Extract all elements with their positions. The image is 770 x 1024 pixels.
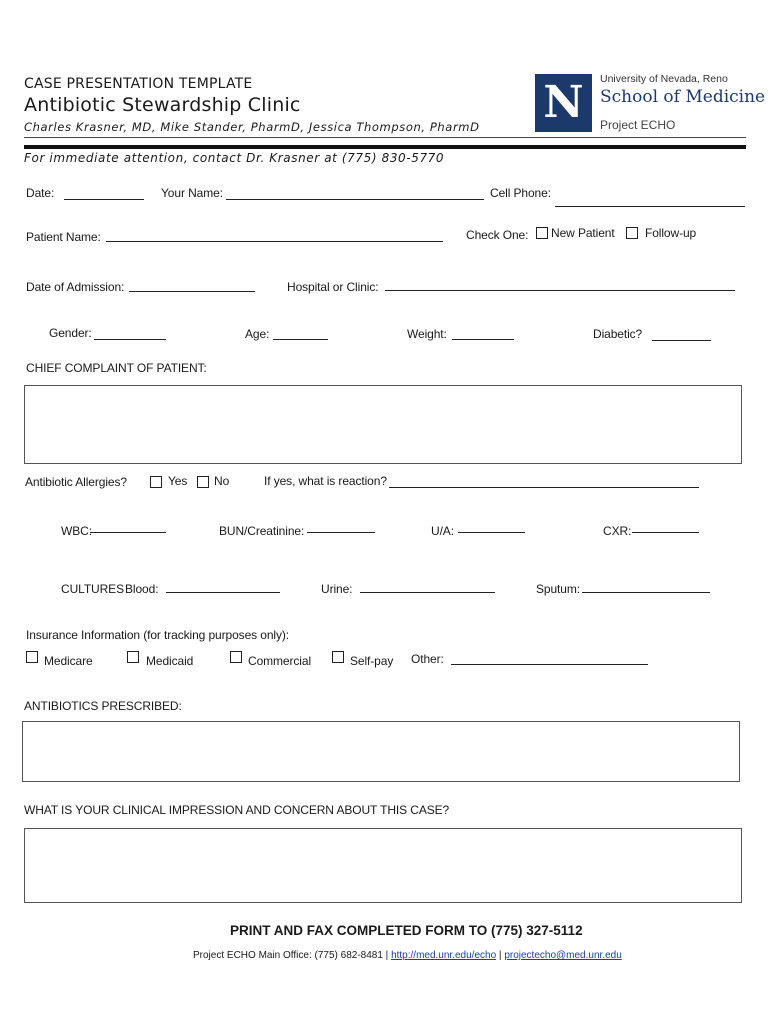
follow-up-label: Follow-up (645, 226, 697, 240)
gender-field[interactable] (94, 339, 166, 340)
commercial-label: Commercial (248, 654, 312, 668)
allergies-label: Antibiotic Allergies? (25, 475, 127, 489)
contact-line: For immediate attention, contact Dr. Krasner at (775) 830-5770 (24, 151, 445, 165)
weight-label: Weight: (407, 327, 447, 341)
office-phone: Project ECHO Main Office: (775) 682-8481 | (193, 950, 389, 961)
medicare-checkbox[interactable] (26, 651, 38, 663)
sputum-label: Sputum: (536, 582, 580, 596)
program-name: Project ECHO (600, 118, 676, 132)
other-label: Other: (411, 652, 444, 666)
your-name-label: Your Name: (161, 186, 223, 200)
impression-label: WHAT IS YOUR CLINICAL IMPRESSION AND CONCERN ABOUT THIS CASE? (24, 803, 450, 817)
cell-phone-label: Cell Phone: (490, 186, 551, 200)
n-logo-icon: N (543, 77, 584, 128)
chief-complaint-box[interactable] (24, 385, 742, 464)
ua-field[interactable] (458, 532, 525, 533)
medicare-label: Medicare (44, 654, 93, 668)
wbc-field[interactable] (90, 532, 166, 533)
chief-complaint-label: CHIEF COMPLAINT OF PATIENT: (26, 361, 207, 375)
date-label: Date: (26, 186, 55, 200)
medicaid-label: Medicaid (146, 654, 194, 668)
cultures-label: CULTURES (61, 582, 124, 596)
other-field[interactable] (451, 664, 648, 665)
insurance-label: Insurance Information (for tracking purposes only): (26, 628, 290, 642)
age-label: Age: (245, 327, 270, 341)
bun-field[interactable] (307, 532, 375, 533)
reaction-label: If yes, what is reaction? (264, 474, 387, 488)
school-name: School of Medicine (600, 87, 766, 107)
urine-field[interactable] (360, 592, 495, 593)
medicaid-checkbox[interactable] (127, 651, 139, 663)
weight-field[interactable] (452, 339, 514, 340)
cxr-label: CXR: (603, 524, 632, 538)
antibiotics-box[interactable] (22, 721, 740, 782)
impression-box[interactable] (24, 828, 742, 903)
admission-date-label: Date of Admission: (26, 280, 125, 294)
cxr-field[interactable] (632, 532, 699, 533)
wbc-label: WBC: (61, 524, 92, 538)
header-divider (24, 145, 746, 149)
unr-logo (535, 74, 592, 132)
new-patient-checkbox[interactable] (536, 227, 548, 239)
new-patient-label: New Patient (551, 226, 615, 240)
bun-label: BUN/Creatinine: (219, 524, 305, 538)
hospital-label: Hospital or Clinic: (287, 280, 379, 294)
echo-link[interactable]: http://med.unr.edu/echo (391, 950, 497, 961)
date-field[interactable] (64, 199, 144, 200)
allergy-yes-checkbox[interactable] (150, 476, 162, 488)
reaction-field[interactable] (389, 487, 699, 488)
university-name: University of Nevada, Reno (600, 73, 728, 85)
diabetic-field[interactable] (652, 340, 711, 341)
email-link[interactable]: projectecho@med.unr.edu (504, 950, 622, 961)
blood-label: Blood: (125, 582, 159, 596)
urine-label: Urine: (321, 582, 353, 596)
check-one-label: Check One: (466, 228, 529, 242)
authors: Charles Krasner, MD, Mike Stander, PharmD, Jessica Thompson, PharmD (24, 120, 480, 134)
follow-up-checkbox[interactable] (626, 227, 638, 239)
allergy-yes-label: Yes (168, 474, 188, 488)
form-title: Antibiotic Stewardship Clinic (24, 94, 301, 116)
cell-phone-field[interactable] (555, 206, 745, 207)
fax-instructions: PRINT AND FAX COMPLETED FORM TO (775) 327-5112 (230, 923, 583, 938)
admission-date-field[interactable] (129, 291, 255, 292)
hospital-field[interactable] (385, 290, 735, 291)
antibiotics-label: ANTIBIOTICS PRESCRIBED: (24, 699, 182, 713)
ua-label: U/A: (431, 524, 454, 538)
footer-separator: | (498, 950, 502, 961)
office-contact (193, 950, 622, 961)
patient-name-label: Patient Name: (26, 230, 101, 244)
gender-label: Gender: (49, 326, 92, 340)
patient-name-field[interactable] (106, 241, 443, 242)
self-pay-label: Self-pay (350, 654, 394, 668)
commercial-checkbox[interactable] (230, 651, 242, 663)
header-divider-thin (24, 137, 746, 138)
allergy-no-label: No (214, 474, 230, 488)
blood-field[interactable] (166, 592, 280, 593)
age-field[interactable] (273, 339, 328, 340)
diabetic-label: Diabetic? (593, 327, 643, 341)
self-pay-checkbox[interactable] (332, 651, 344, 663)
your-name-field[interactable] (226, 199, 484, 200)
sputum-field[interactable] (582, 592, 710, 593)
form-subtitle: CASE PRESENTATION TEMPLATE (24, 76, 253, 92)
allergy-no-checkbox[interactable] (197, 476, 209, 488)
